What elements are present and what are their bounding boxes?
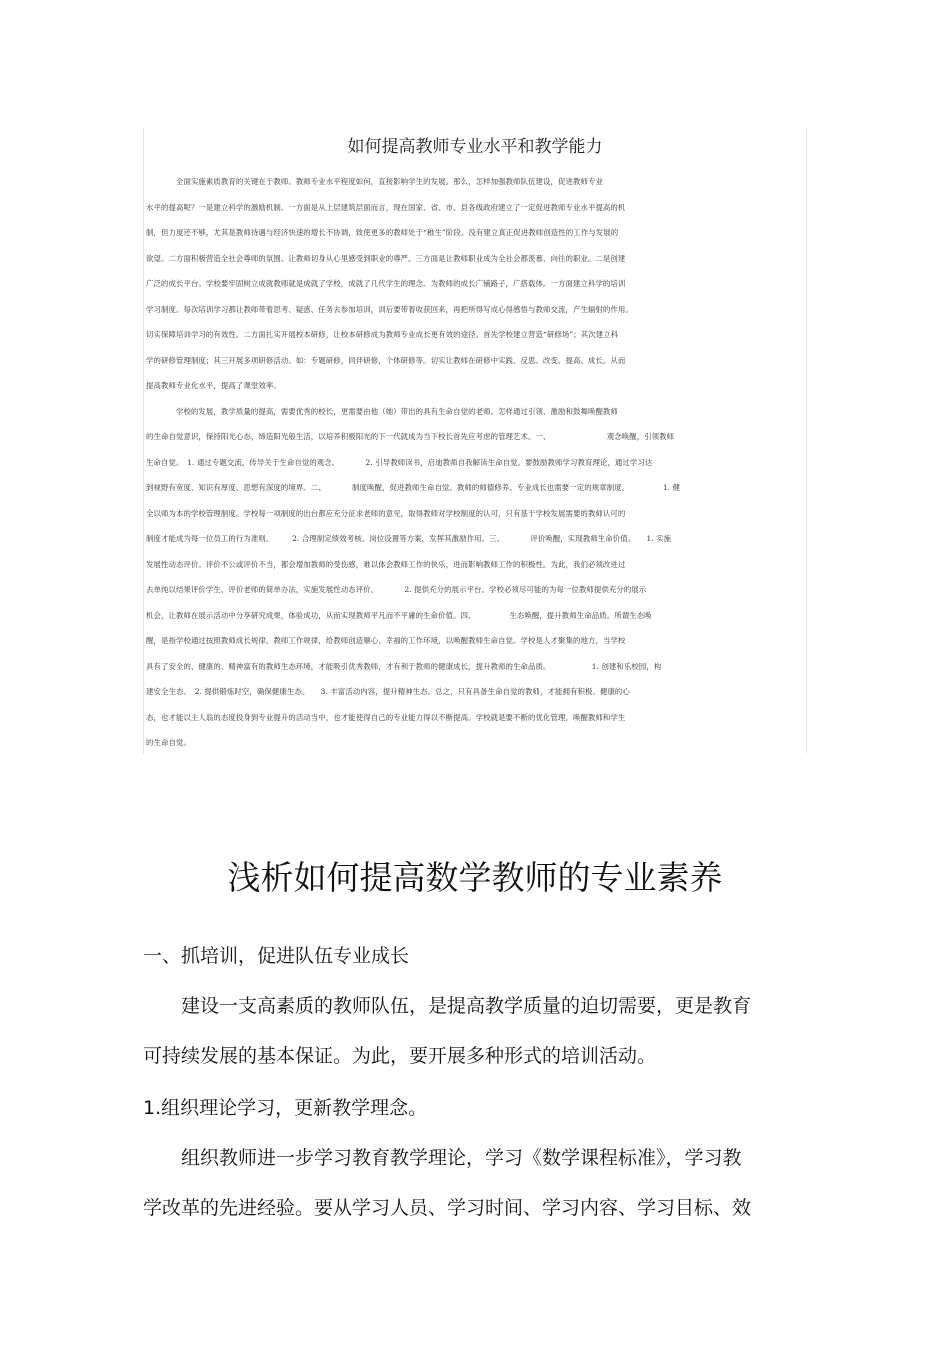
doc1-text-line: 态，也才能以主人翁的态度投身到专业提升的活动当中，也才能使得自己的专业能力得以不断提高。学校就是要不断的优化管理，唤醒教师和学生 <box>146 712 626 722</box>
doc1-text-line: 全以师为本的学校管理制度。学校每一项制度的出台都应充分征求老师的意见，取得教师对学校制度的认可，只有基于学校发展需要的教师认可的 <box>146 508 626 518</box>
doc1-text-line: 学习制度。每次培训学习都让教师带着思考、疑惑、任务去参加培训，训后要带着收获回来，再把所得写成心得感悟与教师交流，产生辐射的作用。 <box>146 304 633 314</box>
doc1-text-line: 水平的提高呢？一是建立科学的激励机制。一方面是从上层建筑层面而言，现在国家、省、市、县各级政府建立了一定促进教师专业水平提高的机 <box>146 202 626 212</box>
doc1-text-line: 去单纯以结果评价学生、评价老师的简单办法，实施发展性动态评价。 2. 提供充分的展示平台。学校必须尽可能的为每一位教师提供充分的展示 <box>146 585 647 594</box>
paragraph-line: 建设一支高素质的教师队伍，是提高教学质量的迫切需要，更是教育 <box>143 995 752 1017</box>
doc1-text-line: 制，但力度还不够，尤其是教师待遇与经济快速的增长不协调，致使更多的教师处于“稚生”阶段。没有建立真正促进教师创造性的工作与发展的 <box>146 228 619 237</box>
doc1-text-line: 发展性动态评价。评价不公或评价不当，都会增加教师的受伤感，难以体会教师工作的快乐，进而影响教师工作的积极性。为此，我们必须改进过 <box>146 559 626 569</box>
doc1-text-line: 学的研修管理制度；其三开展多项研修活动。如：专题研修，同伴研修，个体研修等。切实让教师在研修中实践、反思、改变、提高、成长。从而 <box>146 355 626 365</box>
doc1-text-line: 学校的发展，教学质量的提高，需要优秀的校长，更需要由他（她）带出的具有生命自觉的老师。怎样通过引领、激励和鼓舞唤醒教师 <box>146 406 618 416</box>
paragraph-line: 组织教师进一步学习教育教学理论，学习《数学课程标准》，学习教 <box>143 1147 742 1169</box>
doc1-text-line: 的生命自觉意识，保持阳光心态，缔造阳光般生活，以培养积极阳光的下一代就成为当下校长首先应考虑的管理艺术。一、 观念唤醒，引领教师 <box>146 432 675 441</box>
doc1-text-line: 全面实施素质教育的关键在于教师。教师专业水平程度如何，直接影响学生的发展。那么，怎样加强教师队伍建设，促进教师专业 <box>146 177 603 186</box>
doc1-text-line: 醒，是指学校通过按照教师成长规律，教师工作规律，给教师创造顺心、幸福的工作环境，以唤醒教师生命自觉。学校是人才聚集的地方，当学校 <box>146 636 626 645</box>
paragraph-line: 学改革的先进经验。要从学习人员、学习时间、学习内容、学习目标、效 <box>143 1197 752 1219</box>
doc1-text-line: 广泛的成长平台。学校要牢固树立成就教师就是成就了学校，成就了几代学生的理念。为教师的成长广铺路子，广搭载体。一方面建立科学的培训 <box>146 279 626 288</box>
doc1-text-line: 生命自觉。 1. 通过专题交流，传导关于生命自觉的观念。 2. 引导教师读书，启迪教师自我解读生命自觉。要鼓励教师学习教育理论，通过学习达 <box>146 457 653 467</box>
doc1-text-line: 建安全生态。 2. 提供锻炼时空，确保健康生态。 3. 丰富活动内容，提升精神生态。总之，只有具备生命自觉的教师，才能拥有积极、健康的心 <box>146 687 630 696</box>
doc1-text-line: 的生命自觉。 <box>146 738 191 747</box>
doc1-text-line: 具有了安全的、健康的、精神富有的教师生态环境，才能吸引优秀教师，才有利于教师的健康成长，提升教师的生命品质。 1. 创建和乐校园，构 <box>146 661 662 671</box>
paragraph-line: 可持续发展的基本保证。为此，要开展多种形式的培训活动。 <box>143 1045 657 1067</box>
scanned-document-block <box>143 128 807 753</box>
doc1-text-line: 欲望。二方面积极营造全社会尊师的氛围。让教师切身从心里感受到职业的尊严。三方面是让教师职业成为全社会都羡慕、向往的职业。二是创建 <box>146 253 626 263</box>
doc1-text-line: 提高教师专业化水平，提高了课堂效率。 <box>146 381 281 390</box>
subheading: 1.组织理论学习，更新教学理念。 <box>143 1097 428 1119</box>
doc1-text-line: 制度才能成为每一位员工的行为准则。 2. 合理制定绩效考核、岗位设置等方案，发挥其激励作用。三、 评价唤醒，实现教师生命价值。 1. 实施 <box>146 534 672 543</box>
doc1-text-line: 切实保障培训学习的有效性。二方面扎实开展校本研修，让校本研修成为教师专业成长更有效的途径。首先学校建立营造“研修场”；其次建立科 <box>146 330 619 339</box>
doc1-text-line: 机会，让教师在展示活动中分享研究成果，体验成功，从而实现教师平凡而不平庸的生命价值。四、 生态唤醒，提升教师生命品质。所谓生态唤 <box>146 610 652 620</box>
doc1-text-line: 到视野有宽度、知识有厚度、思想有深度的境界。二、 制度唤醒，促进教师生命自觉。教师的师德修养、专业成长也需要一定的规章制度。 1. 健 <box>146 483 681 492</box>
section-heading: 一、抓培训，促进队伍专业成长 <box>143 945 410 967</box>
doc2-title: 浅析如何提高数学教师的专业素养 <box>227 858 723 897</box>
doc1-title: 如何提高教师专业水平和教学能力 <box>347 137 603 157</box>
